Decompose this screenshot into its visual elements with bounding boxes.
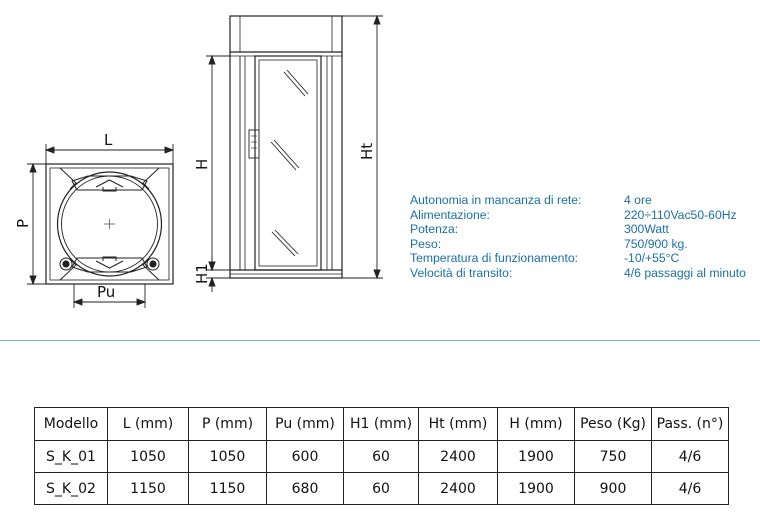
column-header: Modello bbox=[35, 408, 108, 441]
control-panel-icon bbox=[249, 130, 259, 158]
spec-value: 750/900 kg. bbox=[624, 236, 688, 251]
column-header: P (mm) bbox=[189, 408, 267, 441]
spec-label: Alimentazione: bbox=[410, 207, 490, 222]
column-header: L (mm) bbox=[108, 408, 189, 441]
column-header: Pu (mm) bbox=[267, 408, 344, 441]
spec-value: 300Watt bbox=[624, 222, 669, 237]
rotation-arrow-top-icon bbox=[96, 180, 123, 191]
dim-width-label: L bbox=[104, 131, 113, 149]
spec-label: Temperatura di funzionamento: bbox=[410, 251, 579, 266]
dim-base-height-label: H1 bbox=[193, 263, 211, 284]
column-header: Ht (mm) bbox=[419, 408, 498, 441]
models-table bbox=[34, 407, 729, 505]
table-cell: 4/6 bbox=[652, 473, 729, 505]
table-row bbox=[35, 473, 729, 505]
dim-depth-label: P bbox=[14, 218, 32, 228]
spec-value: -10/+55°C bbox=[624, 251, 680, 266]
table-cell: 680 bbox=[267, 473, 344, 505]
table-cell: S_K_02 bbox=[35, 473, 108, 505]
table-cell: 1050 bbox=[108, 441, 189, 473]
spec-value: 220÷110Vac50-60Hz bbox=[624, 207, 737, 222]
table-cell: 1150 bbox=[108, 473, 189, 505]
table-cell: 60 bbox=[344, 441, 419, 473]
dim-passage-label: Pu bbox=[97, 283, 116, 301]
column-header: Pass. (n°) bbox=[652, 408, 729, 441]
table-row bbox=[35, 441, 729, 473]
front-view bbox=[230, 16, 342, 278]
table-cell: 900 bbox=[575, 473, 652, 505]
column-header: H1 (mm) bbox=[344, 408, 419, 441]
table-cell: 1150 bbox=[189, 473, 267, 505]
table-header-row bbox=[35, 408, 729, 441]
dim-total-height-label: Ht bbox=[358, 142, 376, 160]
spec-label: Velocità di transito: bbox=[410, 265, 513, 280]
table-cell: 2400 bbox=[419, 473, 498, 505]
rotation-arrow-bottom-icon bbox=[96, 257, 123, 268]
table-cell: 2400 bbox=[419, 441, 498, 473]
spec-value: 4 ore bbox=[624, 193, 652, 207]
plan-view bbox=[46, 164, 173, 284]
table-cell: 60 bbox=[344, 473, 419, 505]
dim-height-label: H bbox=[193, 158, 211, 170]
table-cell: 750 bbox=[575, 441, 652, 473]
table-cell: 600 bbox=[267, 441, 344, 473]
table-cell: 1050 bbox=[189, 441, 267, 473]
column-header: Peso (Kg) bbox=[575, 408, 652, 441]
table-cell: S_K_01 bbox=[35, 441, 108, 473]
spec-label: Peso: bbox=[410, 236, 442, 251]
section-divider bbox=[0, 340, 760, 341]
spec-label: Potenza: bbox=[410, 222, 459, 237]
table-cell: 4/6 bbox=[652, 441, 729, 473]
spec-value: 4/6 passaggi al minuto bbox=[624, 265, 746, 280]
door-panel bbox=[255, 56, 321, 270]
column-header: H (mm) bbox=[498, 408, 575, 441]
table-cell: 1900 bbox=[498, 441, 575, 473]
table-cell: 1900 bbox=[498, 473, 575, 505]
front-outer-frame bbox=[230, 16, 342, 278]
spec-label: Autonomia in mancanza di rete: bbox=[410, 193, 582, 207]
